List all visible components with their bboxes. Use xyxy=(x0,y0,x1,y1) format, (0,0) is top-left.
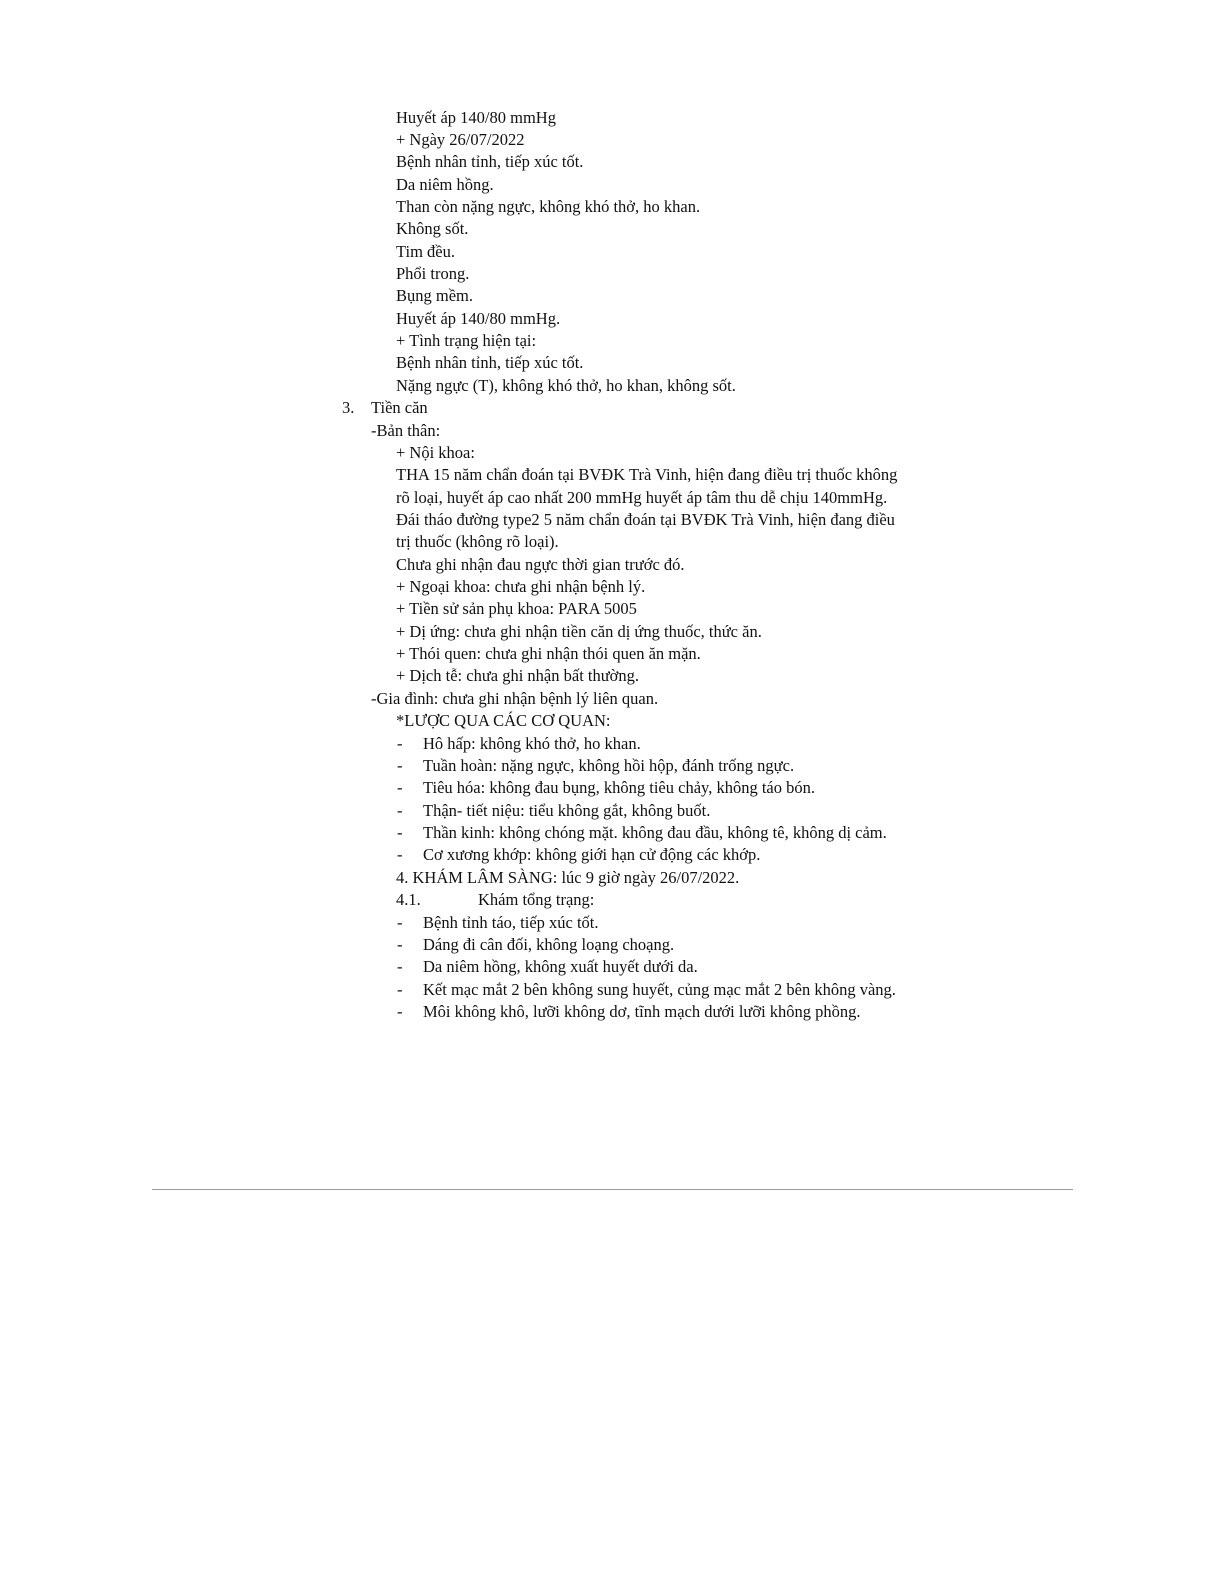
intro-line: Da niêm hồng. xyxy=(396,175,494,194)
internal-line: Chưa ghi nhận đau ngực thời gian trước đó. xyxy=(396,555,685,574)
intro-line: Tim đều. xyxy=(396,242,455,261)
bullet-marker: - xyxy=(397,913,403,932)
review-bullet: Tiêu hóa: không đau bụng, không tiêu chảy, không táo bón. xyxy=(423,778,815,797)
exam-bullet: Môi không khô, lưỡi không dơ, tĩnh mạch dưới lưỡi không phồng. xyxy=(423,1002,861,1021)
bullet-marker: - xyxy=(397,734,403,753)
review-bullet: Tuần hoàn: nặng ngực, không hồi hộp, đánh trống ngực. xyxy=(423,756,795,775)
page-divider xyxy=(152,1189,1073,1190)
history-line: + Dị ứng: chưa ghi nhận tiền căn dị ứng thuốc, thức ăn. xyxy=(396,622,762,641)
exam-sub-number: 4.1. xyxy=(396,890,421,909)
bullet-marker: - xyxy=(397,845,403,864)
bullet-marker: - xyxy=(397,823,403,842)
section-title: Tiền căn xyxy=(371,398,428,417)
exam-bullet: Kết mạc mắt 2 bên không sung huyết, củng mạc mắt 2 bên không vàng. xyxy=(423,980,896,999)
bullet-marker: - xyxy=(397,778,403,797)
exam-bullet: Dáng đi cân đối, không loạng choạng. xyxy=(423,935,675,954)
bullet-marker: - xyxy=(397,1002,403,1021)
intro-line: Huyết áp 140/80 mmHg xyxy=(396,108,556,127)
bullet-marker: - xyxy=(397,980,403,999)
review-bullet: Cơ xương khớp: không giới hạn cử động các khớp. xyxy=(423,845,761,864)
bullet-marker: - xyxy=(397,957,403,976)
review-title: *LƯỢC QUA CÁC CƠ QUAN: xyxy=(396,711,611,730)
intro-line: Bệnh nhân tỉnh, tiếp xúc tốt. xyxy=(396,152,584,171)
review-bullet: Hô hấp: không khó thở, ho khan. xyxy=(423,734,641,753)
exam-sub-title: Khám tổng trạng: xyxy=(478,890,595,909)
bullet-marker: - xyxy=(397,801,403,820)
intro-line: + Tình trạng hiện tại: xyxy=(396,331,537,350)
history-line: + Thói quen: chưa ghi nhận thói quen ăn mặn. xyxy=(396,644,701,663)
intro-line: Bụng mềm. xyxy=(396,286,473,305)
history-line: + Dịch tễ: chưa ghi nhận bất thường. xyxy=(396,666,640,685)
intro-line: + Ngày 26/07/2022 xyxy=(396,130,525,149)
review-bullet: Thần kinh: không chóng mặt. không đau đầu, không tê, không dị cảm. xyxy=(423,823,887,842)
internal-line: trị thuốc (không rõ loại). xyxy=(396,532,559,551)
intro-line: Nặng ngực (T), không khó thở, ho khan, không sốt. xyxy=(396,376,736,395)
intro-line: Than còn nặng ngực, không khó thở, ho khan. xyxy=(396,197,701,216)
intro-line: Bệnh nhân tỉnh, tiếp xúc tốt. xyxy=(396,353,584,372)
section-number: 3. xyxy=(342,398,355,417)
intro-line: Phổi trong. xyxy=(396,264,470,283)
intro-line: Huyết áp 140/80 mmHg. xyxy=(396,309,561,328)
bullet-marker: - xyxy=(397,935,403,954)
review-bullet: Thận- tiết niệu: tiểu không gắt, không buốt. xyxy=(423,801,711,820)
self-label: -Bản thân: xyxy=(371,421,441,440)
exam-title: 4. KHÁM LÂM SÀNG: lúc 9 giờ ngày 26/07/2022. xyxy=(396,868,740,887)
internal-line: THA 15 năm chẩn đoán tại BVĐK Trà Vinh, hiện đang điều trị thuốc không xyxy=(396,465,898,484)
history-line: + Tiền sử sản phụ khoa: PARA 5005 xyxy=(396,599,637,618)
intro-line: Không sốt. xyxy=(396,219,469,238)
exam-bullet: Da niêm hồng, không xuất huyết dưới da. xyxy=(423,957,698,976)
internal-label: + Nội khoa: xyxy=(396,443,475,462)
exam-bullet: Bệnh tỉnh táo, tiếp xúc tốt. xyxy=(423,913,599,932)
internal-line: Đái tháo đường type2 5 năm chẩn đoán tại BVĐK Trà Vinh, hiện đang điều xyxy=(396,510,895,529)
internal-line: rõ loại, huyết áp cao nhất 200 mmHg huyết áp tâm thu dễ chịu 140mmHg. xyxy=(396,488,888,507)
bullet-marker: - xyxy=(397,756,403,775)
family-line: -Gia đình: chưa ghi nhận bệnh lý liên quan. xyxy=(371,689,659,708)
history-line: + Ngoại khoa: chưa ghi nhận bệnh lý. xyxy=(396,577,646,596)
